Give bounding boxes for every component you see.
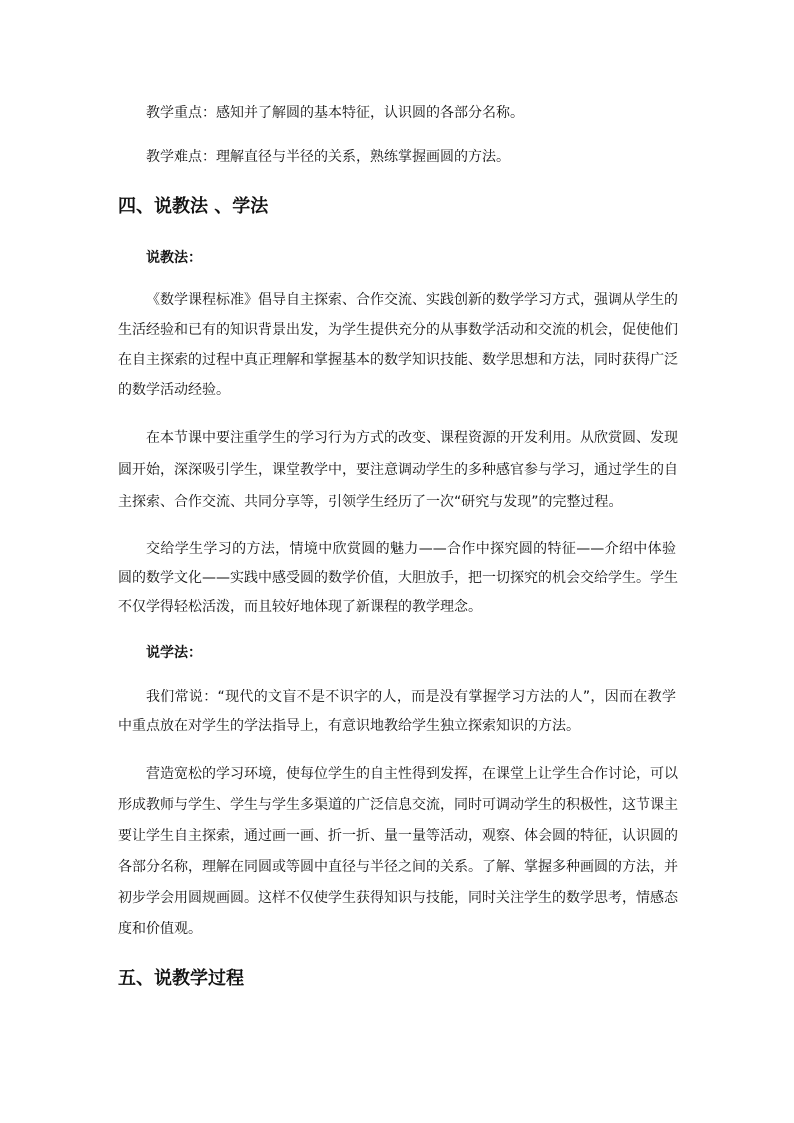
teaching-method-title: 说教法： <box>146 250 202 266</box>
paragraph-line: 形成教师与学生、学生与学生多渠道的广泛信息交流，同时可调动学生的积极性，这节课主 <box>118 797 678 813</box>
paragraph-line: 交给学生学习的方法，情境中欣赏圆的魅力——合作中探究圆的特征——介绍中体验 <box>146 541 676 557</box>
paragraph-line: 营造宽松的学习环境，使每位学生的自主性得到发挥，在课堂上让学生合作讨论，可以 <box>146 766 678 782</box>
section-4-heading: 四、说教法 、学法 <box>118 196 269 217</box>
paragraph-line: 主探索、合作交流、共同分享等，引领学生经历了一次“研究与发现”的完整过程。 <box>118 494 623 510</box>
paragraph-line: 《数学课程标准》倡导自主探索、合作交流、实践创新的数学学习方式，强调从学生的 <box>146 292 678 308</box>
learning-method-title: 说学法： <box>146 645 202 661</box>
difficulty-line: 教学难点：理解直径与半径的关系，熟练掌握画圆的方法。 <box>146 149 510 165</box>
paragraph-line: 我们常说：“现代的文盲不是不识字的人，而是没有掌握学习方法的人”，因而在教学 <box>146 689 676 705</box>
paragraph-line: 生活经验和已有的知识背景出发，为学生提供充分的从事数学活动和交流的机会，促使他们 <box>118 322 678 338</box>
paragraph-line: 度和价值观。 <box>118 921 202 937</box>
key-point-line: 教学重点：感知并了解圆的基本特征，认识圆的各部分名称。 <box>146 105 524 121</box>
paragraph-line: 中重点放在对学生的学法指导上，有意识地教给学生独立探索知识的方法。 <box>118 718 580 734</box>
paragraph-line: 在本节课中要注重学生的学习行为方式的改变、课程资源的开发利用。从欣赏圆、发现 <box>146 430 678 446</box>
paragraph-line: 圆的数学文化——实践中感受圆的数学价值，大胆放手，把一切探究的机会交给学生。学生 <box>118 570 678 586</box>
paragraph-line: 圆开始，深深吸引学生，课堂教学中，要注意调动学生的多种感官参与学习，通过学生的自 <box>118 462 678 478</box>
paragraph-line: 不仅学得轻松活泼，而且较好地体现了新课程的教学理念。 <box>118 599 482 615</box>
paragraph-line: 各部分名称，理解在同圆或等圆中直径与半径之间的关系。了解、掌握多种画圆的方法，并 <box>118 859 678 875</box>
paragraph-line: 在自主探索的过程中真正理解和掌握基本的数学知识技能、数学思想和方法，同时获得广泛 <box>118 352 678 368</box>
section-5-heading: 五、说教学过程 <box>118 968 244 989</box>
paragraph-line: 初步学会用圆规画圆。这样不仅使学生获得知识与技能，同时关注学生的数学思考，情感态 <box>118 890 678 906</box>
paragraph-line: 的数学活动经验。 <box>118 382 230 398</box>
paragraph-line: 要让学生自主探索，通过画一画、折一折、量一量等活动，观察、体会圆的特征，认识圆的 <box>118 828 678 844</box>
